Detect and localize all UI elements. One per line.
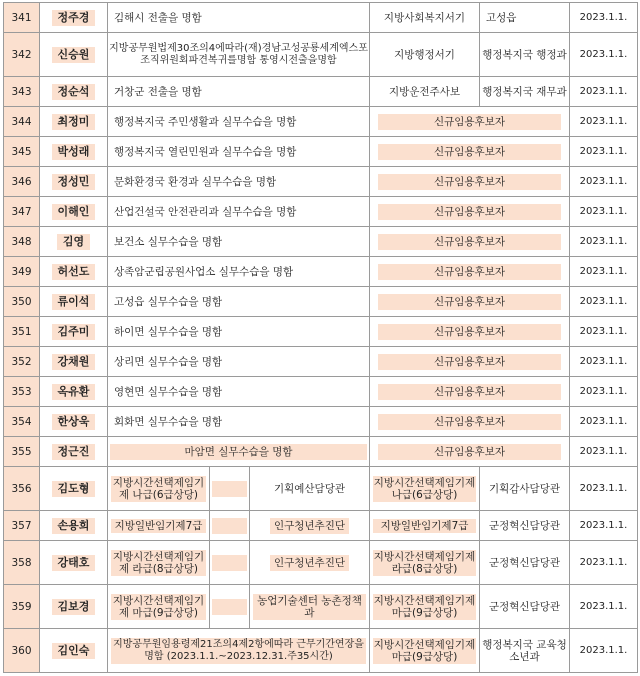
new-status: 신규임용후보자	[370, 347, 570, 377]
row-number: 358	[4, 541, 40, 585]
appointment-text: 산업건설국 안전관리과 실무수습을 명함	[108, 197, 370, 227]
row-number: 353	[4, 377, 40, 407]
table-row	[4, 347, 638, 377]
new-dept: 고성읍	[480, 3, 570, 33]
table-row	[4, 317, 638, 347]
effective-date: 2023.1.1.	[570, 585, 638, 629]
effective-date: 2023.1.1.	[570, 377, 638, 407]
new-dept: 군정혁신담당관	[480, 585, 570, 629]
row-number: 359	[4, 585, 40, 629]
appointment-text: 고성읍 실무수습을 명함	[108, 287, 370, 317]
new-status: 신규임용후보자	[370, 287, 570, 317]
new-dept: 행정복지국 행정과	[480, 33, 570, 77]
new-dept: 기획감사담당관	[480, 467, 570, 511]
person-name: 한상욱	[40, 407, 108, 437]
new-rank: 지방사회복지서기	[370, 3, 480, 33]
appointment-text: 상족암군립공원사업소 실무수습을 명함	[108, 257, 370, 287]
new-rank: 지방시간선택제임기제 라급(8급상당)	[370, 541, 480, 585]
new-rank: 지방일반임기제7급	[370, 511, 480, 541]
personnel-table	[3, 2, 638, 673]
row-number: 355	[4, 437, 40, 467]
previous-dept: 인구청년추진단	[250, 541, 370, 585]
person-name: 김인숙	[40, 629, 108, 673]
new-status: 신규임용후보자	[370, 377, 570, 407]
appointment-text: 회화면 실무수습을 명함	[108, 407, 370, 437]
new-dept: 행정복지국 교육청소년과	[480, 629, 570, 673]
row-number: 344	[4, 107, 40, 137]
appointment-text: 상리면 실무수습을 명함	[108, 347, 370, 377]
row-number: 350	[4, 287, 40, 317]
table-row	[4, 227, 638, 257]
row-number: 349	[4, 257, 40, 287]
effective-date: 2023.1.1.	[570, 227, 638, 257]
row-number: 356	[4, 467, 40, 511]
person-name: 정주경	[40, 3, 108, 33]
new-status: 신규임용후보자	[370, 227, 570, 257]
appointment-text: 지방공무원법제30조의4에따라(재)경남고성공룡세계엑스포조직위원회파견복귀를명함 통영시전출을명함	[108, 33, 370, 77]
table-row	[4, 407, 638, 437]
effective-date: 2023.1.1.	[570, 33, 638, 77]
table-row	[4, 629, 638, 673]
row-number: 343	[4, 77, 40, 107]
table-row	[4, 137, 638, 167]
appointment-text: 보건소 실무수습을 명함	[108, 227, 370, 257]
new-rank: 지방시간선택제임기제 마급(9급상당)	[370, 585, 480, 629]
person-name: 손용희	[40, 511, 108, 541]
new-status: 신규임용후보자	[370, 167, 570, 197]
effective-date: 2023.1.1.	[570, 467, 638, 511]
new-status: 신규임용후보자	[370, 137, 570, 167]
new-rank: 지방시간선택제임기제 마급(9급상당)	[370, 629, 480, 673]
marker-cell	[210, 585, 250, 629]
person-name: 옥유환	[40, 377, 108, 407]
appointment-text: 행정복지국 주민생활과 실무수습을 명함	[108, 107, 370, 137]
row-number: 345	[4, 137, 40, 167]
table-row	[4, 585, 638, 629]
row-number: 347	[4, 197, 40, 227]
new-status: 신규임용후보자	[370, 407, 570, 437]
marker-cell	[210, 511, 250, 541]
previous-dept: 농업기술센터 농촌정책과	[250, 585, 370, 629]
person-name: 신승원	[40, 33, 108, 77]
marker-cell	[210, 541, 250, 585]
table-row	[4, 107, 638, 137]
table-row	[4, 257, 638, 287]
effective-date: 2023.1.1.	[570, 541, 638, 585]
person-name: 최정미	[40, 107, 108, 137]
previous-rank: 지방시간선택제임기제 마급(9급상당)	[108, 585, 210, 629]
row-number: 341	[4, 3, 40, 33]
new-status: 신규임용후보자	[370, 197, 570, 227]
effective-date: 2023.1.1.	[570, 77, 638, 107]
previous-dept: 인구청년추진단	[250, 511, 370, 541]
person-name: 정성민	[40, 167, 108, 197]
effective-date: 2023.1.1.	[570, 3, 638, 33]
person-name: 김도형	[40, 467, 108, 511]
person-name: 김주미	[40, 317, 108, 347]
person-name: 정근진	[40, 437, 108, 467]
effective-date: 2023.1.1.	[570, 407, 638, 437]
person-name: 김영	[40, 227, 108, 257]
new-dept: 군정혁신담당관	[480, 511, 570, 541]
table-row	[4, 511, 638, 541]
person-name: 류이석	[40, 287, 108, 317]
person-name: 이해인	[40, 197, 108, 227]
new-status: 신규임용후보자	[370, 107, 570, 137]
previous-rank: 지방일반임기제7급	[108, 511, 210, 541]
person-name: 허선도	[40, 257, 108, 287]
row-number: 354	[4, 407, 40, 437]
appointment-text: 하이면 실무수습을 명함	[108, 317, 370, 347]
effective-date: 2023.1.1.	[570, 437, 638, 467]
table-row	[4, 167, 638, 197]
previous-dept: 기획예산담당관	[250, 467, 370, 511]
row-number: 352	[4, 347, 40, 377]
appointment-text: 문화환경국 환경과 실무수습을 명함	[108, 167, 370, 197]
table-row	[4, 3, 638, 33]
new-status: 신규임용후보자	[370, 437, 570, 467]
table-row	[4, 197, 638, 227]
new-dept: 행정복지국 재무과	[480, 77, 570, 107]
table-row	[4, 467, 638, 511]
person-name: 박성래	[40, 137, 108, 167]
row-number: 357	[4, 511, 40, 541]
effective-date: 2023.1.1.	[570, 197, 638, 227]
effective-date: 2023.1.1.	[570, 167, 638, 197]
table-row	[4, 437, 638, 467]
effective-date: 2023.1.1.	[570, 287, 638, 317]
previous-rank: 지방시간선택제임기제 나급(6급상당)	[108, 467, 210, 511]
effective-date: 2023.1.1.	[570, 107, 638, 137]
table-row	[4, 541, 638, 585]
new-dept: 군정혁신담당관	[480, 541, 570, 585]
table-row	[4, 33, 638, 77]
new-rank: 지방행정서기	[370, 33, 480, 77]
effective-date: 2023.1.1.	[570, 257, 638, 287]
new-status: 신규임용후보자	[370, 257, 570, 287]
new-status: 신규임용후보자	[370, 317, 570, 347]
effective-date: 2023.1.1.	[570, 137, 638, 167]
row-number: 351	[4, 317, 40, 347]
effective-date: 2023.1.1.	[570, 629, 638, 673]
appointment-text: 거창군 전출을 명함	[108, 77, 370, 107]
marker-cell	[210, 467, 250, 511]
appointment-text: 행정복지국 열린민원과 실무수습을 명함	[108, 137, 370, 167]
appointment-text: 지방공무원임용령제21조의4제2항에따라 근무기간연장을명함 (2023.1.1.~2023.12.31.주35시간)	[108, 629, 370, 673]
row-number: 342	[4, 33, 40, 77]
effective-date: 2023.1.1.	[570, 347, 638, 377]
row-number: 360	[4, 629, 40, 673]
new-rank: 지방운전주사보	[370, 77, 480, 107]
person-name: 강채원	[40, 347, 108, 377]
effective-date: 2023.1.1.	[570, 317, 638, 347]
person-name: 정순석	[40, 77, 108, 107]
person-name: 김보경	[40, 585, 108, 629]
table-row	[4, 377, 638, 407]
table-row	[4, 77, 638, 107]
row-number: 348	[4, 227, 40, 257]
appointment-text: 영현면 실무수습을 명함	[108, 377, 370, 407]
appointment-text: 마암면 실무수습을 명함	[108, 437, 370, 467]
row-number: 346	[4, 167, 40, 197]
effective-date: 2023.1.1.	[570, 511, 638, 541]
appointment-text: 김해시 전출을 명함	[108, 3, 370, 33]
new-rank: 지방시간선택제임기제 나급(6급상당)	[370, 467, 480, 511]
table-row	[4, 287, 638, 317]
previous-rank: 지방시간선택제임기제 라급(8급상당)	[108, 541, 210, 585]
person-name: 강태호	[40, 541, 108, 585]
